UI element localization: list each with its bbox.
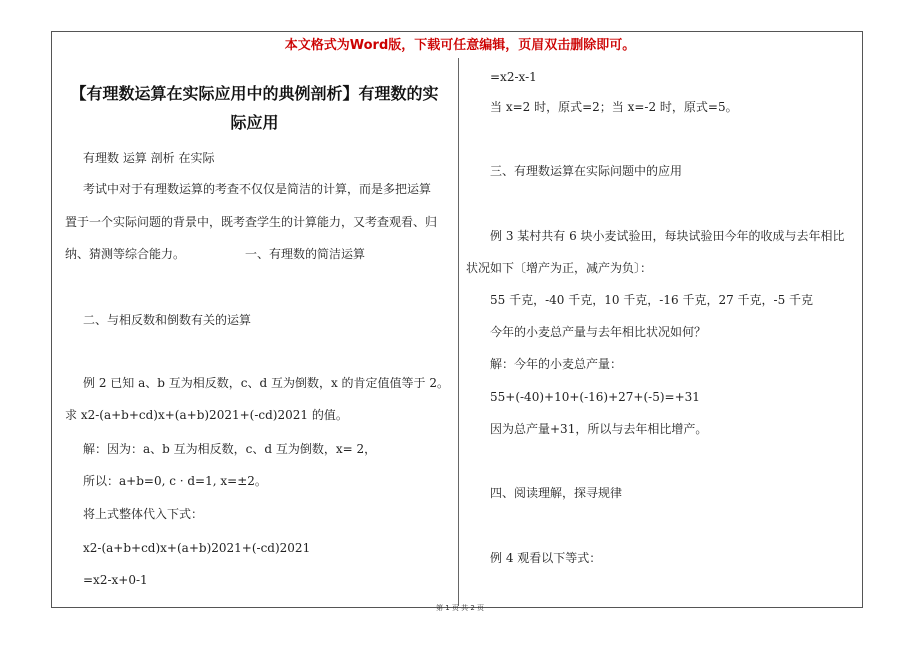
intro-line-2: 置于一个实际问题的背景中，既考查学生的计算能力，又考查观看、归 <box>65 215 438 229</box>
example-2-line-2: 求 x2-(a+b+cd)x+(a+b)2021+(-cd)2021 的值。 <box>65 408 348 422</box>
example-3-line-5: 解：今年的小麦总产量： <box>490 357 623 371</box>
solution-line-4: x2-(a+b+cd)x+(a+b)2021+(-cd)2021 <box>83 541 311 555</box>
solution-line-5: =x2-x+0-1 <box>83 573 148 587</box>
section-heading-2: 二、与相反数和倒数有关的运算 <box>83 313 252 327</box>
example-4-line-1: 例 4 观看以下等式： <box>490 551 602 565</box>
title-line-1: 【有理数运算在实际应用中的典例剖析】有理数的实 <box>70 84 439 103</box>
section-heading-4: 四、阅读理解，探寻规律 <box>490 486 623 500</box>
example-3-line-7: 因为总产量+31，所以与去年相比增产。 <box>490 422 708 436</box>
continuation-line-1: =x2-x-1 <box>490 70 537 84</box>
example-3-line-2: 状况如下〔增产为正，减产为负〕： <box>466 261 653 275</box>
document-title <box>63 79 446 137</box>
column-divider <box>458 58 459 606</box>
keywords: 有理数 运算 剖析 在实际 <box>83 151 215 165</box>
intro-line-3: 纳、猜测等综合能力。 <box>65 247 186 261</box>
section-heading-3: 三、有理数运算在实际问题中的应用 <box>490 164 683 178</box>
solution-line-1: 解：因为：a、b 互为相反数，c、d 互为倒数，x= 2， <box>83 442 377 456</box>
example-3-line-3: 55 千克，-40 千克，10 千克，-16 千克，27 千克，-5 千克 <box>490 293 814 307</box>
section-heading-1: 一、有理数的简洁运算 <box>245 247 366 261</box>
example-3-line-4: 今年的小麦总产量与去年相比状况如何？ <box>490 325 707 339</box>
continuation-line-2: 当 x=2 时，原式=2；当 x=-2 时，原式=5。 <box>490 100 738 114</box>
solution-line-2: 所以：a+b=0, c · d=1, x=±2。 <box>83 474 267 488</box>
solution-line-3: 将上式整体代入下式： <box>83 507 204 521</box>
example-2-line-1: 例 2 已知 a、b 互为相反数，c、d 互为倒数，x 的肯定值值等于 2。 <box>83 376 449 390</box>
intro-line-1: 考试中对于有理数运算的考查不仅仅是简洁的计算，而是多把运算 <box>83 182 432 196</box>
page-footer: 第 1 页 共 2 页 <box>435 604 485 612</box>
title-line-2: 际应用 <box>230 113 279 132</box>
example-3-line-6: 55+(-40)+10+(-16)+27+(-5)=+31 <box>490 390 700 404</box>
word-notice: 本文格式为Word版，下载可任意编辑，页眉双击删除即可。 <box>284 38 636 53</box>
example-3-line-1: 例 3 某村共有 6 块小麦试验田，每块试验田今年的收成与去年相比 <box>490 229 845 243</box>
